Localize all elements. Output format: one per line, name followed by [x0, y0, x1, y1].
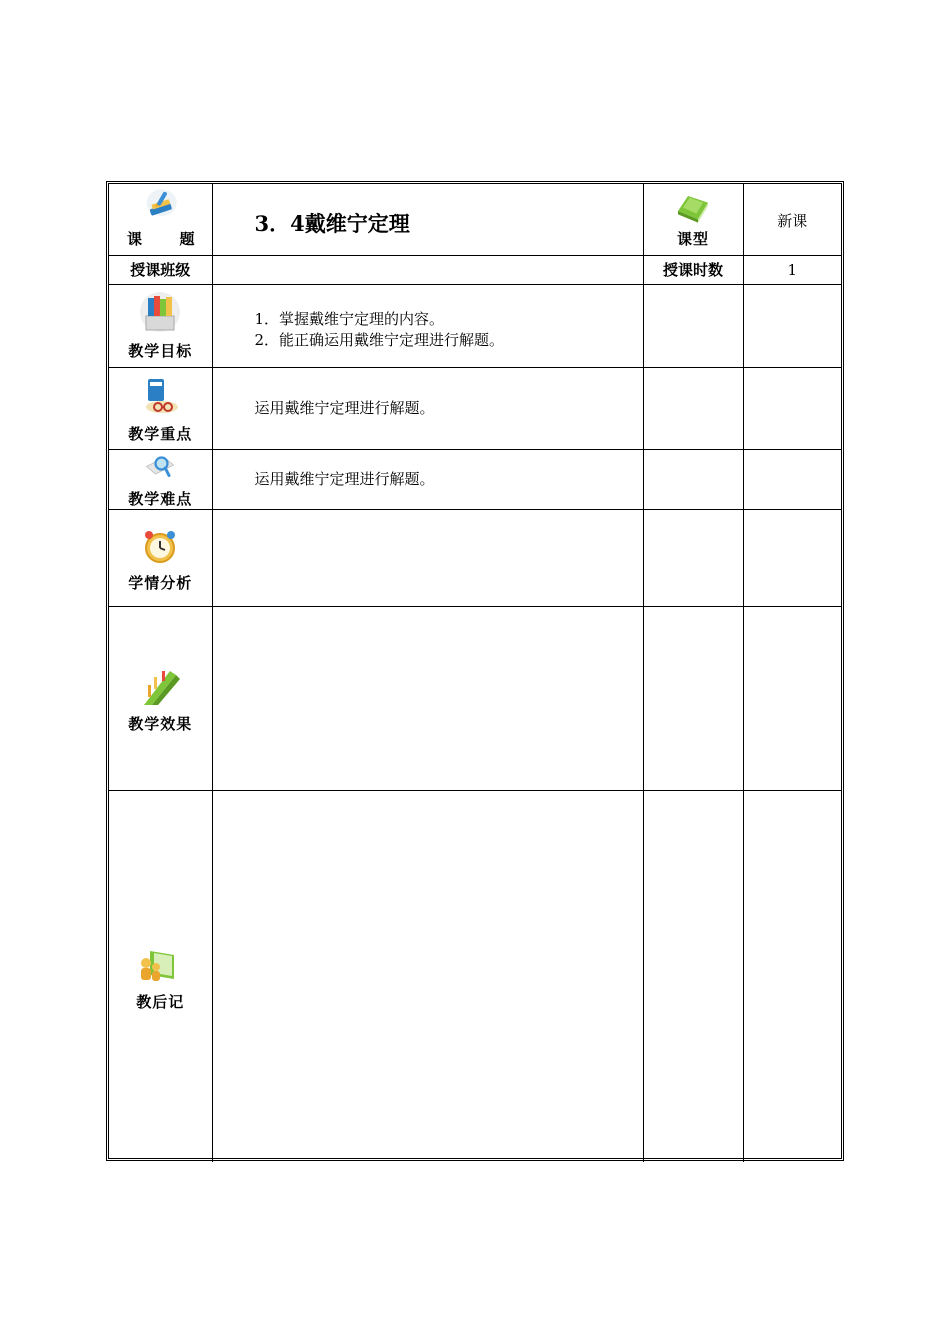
key-points-row — [109, 367, 841, 449]
topic-title-cell — [212, 184, 643, 255]
difficulties-row — [109, 449, 841, 509]
lesson-plan-sheet — [106, 181, 844, 1161]
type-value: 新课 — [743, 184, 841, 255]
topic-label-cell — [109, 184, 212, 255]
difficulties-col3 — [643, 449, 743, 509]
book-glasses-icon — [136, 373, 184, 421]
reflection-label: 教后记 — [136, 992, 185, 1011]
objectives-col4 — [743, 284, 841, 367]
analysis-label-cell — [109, 509, 212, 606]
reflection-col4 — [743, 790, 841, 1162]
escalator-icon — [136, 663, 184, 711]
book-pen-icon — [138, 186, 182, 226]
reflection-row — [109, 790, 841, 1162]
topic-label: 课 题 — [127, 229, 196, 248]
people-book-icon — [136, 941, 184, 989]
objectives-row — [109, 284, 841, 367]
hours-value: 1 — [743, 255, 841, 284]
objectives-label: 教学目标 — [128, 342, 193, 360]
key-points-col3 — [643, 367, 743, 449]
analysis-col3 — [643, 509, 743, 606]
class-row — [109, 255, 841, 284]
effect-row — [109, 606, 841, 790]
analysis-label: 学情分析 — [128, 574, 193, 592]
books-shelf-icon — [136, 290, 184, 338]
difficulties-label-cell — [109, 449, 212, 509]
key-points-col4 — [743, 367, 841, 449]
green-book-icon — [671, 186, 715, 226]
key-points-content: 运用戴维宁定理进行解题。 — [212, 367, 643, 449]
objectives-label-cell — [109, 284, 212, 367]
difficulties-col4 — [743, 449, 841, 509]
hours-label: 授课时数 — [643, 255, 743, 284]
effect-content — [212, 606, 643, 790]
objectives-content — [212, 284, 643, 367]
alarm-clock-icon — [136, 522, 184, 570]
effect-col3 — [643, 606, 743, 790]
type-label-cell — [643, 184, 743, 255]
difficulties-content: 运用戴维宁定理进行解题。 — [212, 449, 643, 509]
difficulties-label: 教学难点 — [128, 489, 193, 508]
analysis-row — [109, 509, 841, 606]
topic-title: 3．4戴维宁定理 — [254, 211, 410, 236]
reflection-label-cell — [109, 790, 212, 1162]
magnifier-icon — [138, 450, 182, 486]
class-label: 授课班级 — [109, 255, 212, 284]
type-label: 课型 — [676, 229, 709, 248]
title-row — [109, 184, 841, 255]
key-points-label: 教学重点 — [128, 424, 193, 443]
key-points-label-cell — [109, 367, 212, 449]
effect-label: 教学效果 — [128, 714, 193, 733]
effect-label-cell — [109, 606, 212, 790]
effect-col4 — [743, 606, 841, 790]
reflection-content — [212, 790, 643, 1162]
objectives-list — [255, 309, 643, 351]
reflection-col3 — [643, 790, 743, 1162]
objective-item: 1．掌握戴维宁定理的内容。 — [254, 309, 445, 328]
analysis-col4 — [743, 509, 841, 606]
lesson-plan-table — [109, 184, 841, 1162]
class-value — [212, 255, 643, 284]
objectives-col3 — [643, 284, 743, 367]
objective-item: 2．能正确运用戴维宁定理进行解题。 — [254, 330, 505, 349]
analysis-content — [212, 509, 643, 606]
